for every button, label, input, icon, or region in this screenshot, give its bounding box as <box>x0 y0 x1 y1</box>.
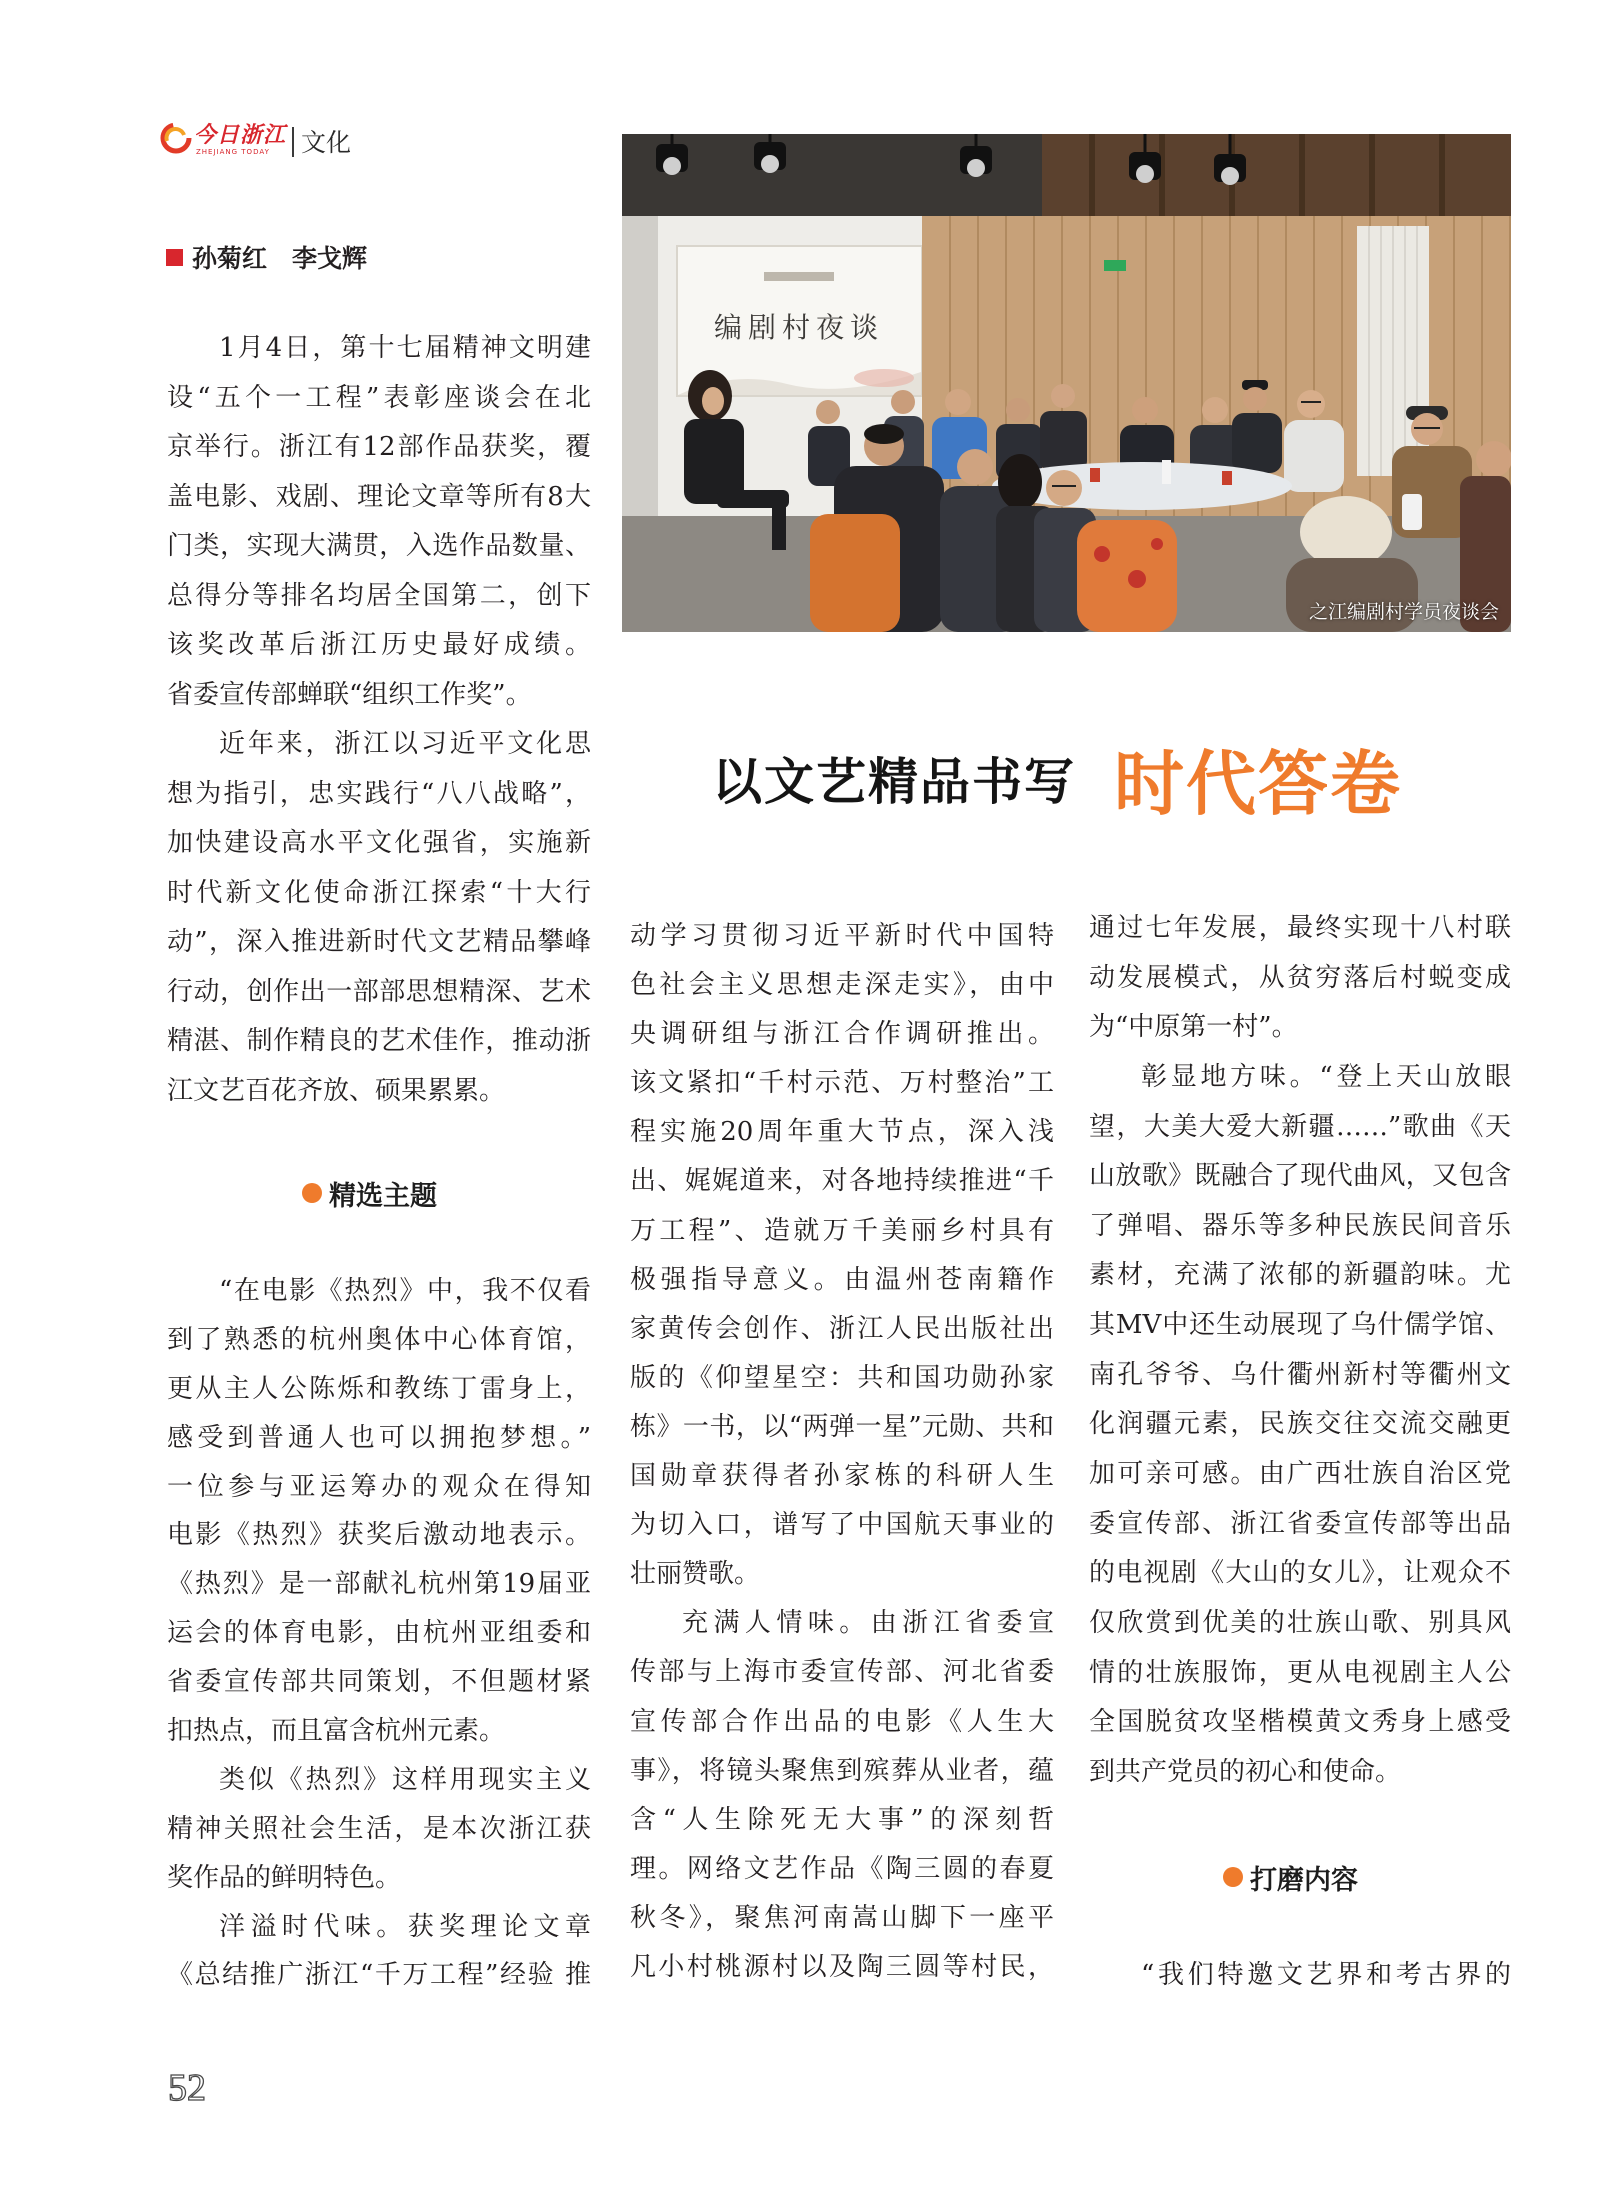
text-line: 壮丽赞歌。 <box>630 1559 761 1590</box>
person-shins <box>772 494 786 550</box>
exit-sign <box>1104 260 1126 271</box>
text-line: 素材，充满了浓郁的新疆韵味。尤 <box>1089 1260 1511 1291</box>
text-line: 《总结推广浙江“千万工程”经验 推 <box>167 1960 591 1991</box>
text-line: 动学习贯彻习近平新时代中国特 <box>630 921 1054 951</box>
text-line: 更从主人公陈烁和教练丁雷身上， <box>167 1373 591 1404</box>
right-column-top <box>1089 904 1511 1798</box>
text-line: 色社会主义思想走深走实》，由中 <box>630 970 1054 1001</box>
text-line: 宣传部合作出品的电影《人生大 <box>630 1706 1054 1737</box>
text-line: 运会的体育电影，由杭州亚组委和 <box>167 1618 591 1649</box>
person-hair <box>864 424 904 444</box>
person-hair <box>998 454 1042 510</box>
left-column-top <box>167 324 591 1116</box>
text-line: 山放歌》既融合了现代曲风，又包含 <box>1089 1161 1511 1192</box>
text-line: 奖作品的鲜明特色。 <box>167 1862 402 1893</box>
person-head <box>1297 390 1325 418</box>
text-line: 感受到普通人也可以拥抱梦想。” <box>167 1422 591 1453</box>
text-line: 了弹唱、器乐等多种民族民间音乐 <box>1089 1210 1511 1241</box>
text-line: 江文艺百花齐放、硕果累累。 <box>167 1075 506 1106</box>
text-line: 的电视剧《大山的女儿》，让观众不 <box>1089 1558 1511 1589</box>
section-label: 文化 <box>301 128 352 157</box>
right-column-bottom <box>1089 1951 1511 2001</box>
person-head <box>816 400 840 424</box>
bullet-dot-icon <box>302 1183 322 1203</box>
text-line: 一位参与亚运筹办的观众在得知 <box>167 1471 591 1502</box>
logo-swirl-icon <box>158 120 194 156</box>
text-line: 全国脱贫攻坚楷模黄文秀身上感受 <box>1089 1707 1511 1738</box>
text-line: 类似《热烈》这样用现实主义 <box>219 1764 591 1795</box>
text-line: 极强指导意义。由温州苍南籍作 <box>630 1264 1054 1295</box>
text-line: 为“中原第一村”。 <box>1089 1012 1298 1043</box>
subhead-selected-themes <box>302 1172 437 1214</box>
text-line: 精神关照社会生活，是本次浙江获 <box>167 1813 591 1844</box>
text-line: 1月4日，第十七届精神文明建 <box>219 333 591 363</box>
person-head <box>945 389 971 415</box>
text-line: 为切入口，谱写了中国航天事业的 <box>630 1510 1054 1541</box>
pillar <box>622 216 658 546</box>
screen-logo <box>764 272 834 281</box>
text-line: 理。网络文艺作品《陶三圆的春夏 <box>630 1853 1054 1884</box>
byline-authors: 孙菊红 李戈辉 <box>192 244 368 273</box>
header-divider <box>292 127 294 157</box>
pattern-dot <box>1094 546 1110 562</box>
text-line: 动发展模式，从贫穷落后村蜕变成 <box>1089 962 1511 993</box>
text-line: 含“人生除死无大事”的深刻哲 <box>630 1804 1054 1835</box>
person-head <box>1051 384 1075 408</box>
text-line: 该奖改革后浙江历史最好成绩。 <box>167 630 591 660</box>
text-line: “我们特邀文艺界和考古界的 <box>1141 1960 1511 1990</box>
text-line: 省委宣传部蝉联“组织工作奖”。 <box>167 679 532 710</box>
text-line: 京举行。浙江有12部作品获奖，覆 <box>167 432 591 462</box>
photo-caption: 之江编剧村学员夜谈会 <box>1308 601 1499 623</box>
text-line: 出、娓娓道来，对各地持续推进“千 <box>630 1166 1054 1197</box>
subhead-polish-content <box>1223 1856 1358 1898</box>
subhead-text: 精选主题 <box>329 1180 437 1212</box>
thermos <box>1402 494 1422 530</box>
text-line: 化润疆元素，民族交往交流交融更 <box>1089 1409 1511 1440</box>
text-line: 洋溢时代味。获奖理论文章 <box>219 1911 591 1942</box>
text-line: 万工程”、造就万千美丽乡村具有 <box>630 1215 1054 1246</box>
text-line: 时代新文化使命浙江探索“十大行 <box>167 877 591 908</box>
left-column-bottom <box>167 1267 591 2000</box>
text-line: 电影《热烈》获奖后激动地表示。 <box>167 1520 591 1551</box>
text-line: 情的壮族服饰，更从电视剧主人公 <box>1089 1657 1511 1688</box>
text-line: 精湛、制作精良的艺术佳作，推动浙 <box>167 1026 591 1056</box>
text-line: 近年来，浙江以习近平文化思 <box>219 729 591 759</box>
text-line: 栋》一书，以“两弹一星”元勋、共和 <box>630 1411 1054 1442</box>
water-bottle <box>1162 460 1171 484</box>
text-line: 望，大美大爱大新疆……”歌曲《天 <box>1089 1111 1511 1142</box>
text-line: 加快建设高水平文化强省，实施新 <box>167 828 591 858</box>
text-line: 充满人情味。由浙江省委宣 <box>682 1608 1054 1639</box>
text-line: 扣热点，而且富含杭州元素。 <box>167 1716 506 1747</box>
logo-subtitle: ZHEJIANG TODAY <box>196 148 270 156</box>
byline-marker-icon <box>166 249 183 266</box>
person <box>1077 520 1177 632</box>
pattern-dot <box>1151 538 1163 550</box>
text-line: 南孔爷爷、乌什衢州新村等衢州文 <box>1089 1359 1511 1390</box>
text-line: 行动，创作出一部部思想精深、艺术 <box>167 976 591 1007</box>
person-head <box>702 387 724 415</box>
text-line: 凡小村桃源村以及陶三圆等村民， <box>630 1951 1054 1982</box>
person-body <box>1077 520 1177 632</box>
text-line: 家黄传会创作、浙江人民出版社出 <box>630 1313 1054 1344</box>
text-line: 门类，实现大满贯，入选作品数量、 <box>167 531 591 561</box>
text-line: 该文紧扣“千村示范、万村整治”工 <box>630 1068 1054 1099</box>
person-body <box>1232 413 1282 473</box>
person-head <box>891 390 915 414</box>
person-head <box>1046 470 1082 506</box>
person-body <box>1040 411 1087 471</box>
article-photo <box>622 134 1511 632</box>
text-line: 通过七年发展，最终实现十八村联 <box>1089 913 1511 943</box>
person-head <box>957 449 993 485</box>
screen-ink-splash <box>854 369 914 387</box>
subhead-text: 打磨内容 <box>1250 1864 1358 1896</box>
text-line: 央调研组与浙江合作调研推出。 <box>630 1019 1054 1050</box>
table-cup <box>1222 471 1232 485</box>
person-head <box>1476 441 1511 477</box>
text-line: 想为指引，忠实践行“八八战略”， <box>167 778 591 809</box>
person-head <box>1202 397 1228 423</box>
screen-title-text: 编剧村夜谈 <box>713 311 885 344</box>
text-line: 传部与上海市委宣传部、河北省委 <box>630 1657 1054 1688</box>
headline-lead: 以文艺精品书写 <box>712 752 1076 811</box>
text-line: 到了熟悉的杭州奥体中心体育馆， <box>167 1324 591 1355</box>
person-head <box>1243 387 1267 411</box>
text-line: 加可亲可感。由广西壮族自治区党 <box>1089 1459 1511 1490</box>
text-line: 到共产党员的初心和使命。 <box>1089 1756 1402 1787</box>
person-body <box>1284 420 1344 492</box>
text-line: 程实施20周年重大节点，深入浅 <box>630 1117 1054 1148</box>
photo-scene <box>622 134 1511 632</box>
byline <box>166 240 367 274</box>
headline-highlight: 时代答卷 <box>1114 742 1402 825</box>
text-line: 委宣传部、浙江省委宣传部等出品 <box>1089 1508 1511 1539</box>
text-line: 《热烈》是一部献礼杭州第19届亚 <box>167 1569 591 1600</box>
text-line: 事》，将镜头聚焦到殡葬从业者，蕴 <box>630 1755 1054 1786</box>
person-head <box>1006 398 1030 422</box>
text-line: 动”，深入推进新时代文艺精品攀峰 <box>167 927 591 957</box>
text-line: 彰显地方味。“登上天山放眼 <box>1141 1061 1511 1092</box>
text-line: 仅欣赏到优美的壮族山歌、别具风 <box>1089 1607 1511 1638</box>
text-line: 盖电影、戏剧、理论文章等所有8大 <box>167 481 591 512</box>
middle-column <box>630 912 1054 1992</box>
text-line: 国勋章获得者孙家栋的科研人生 <box>630 1461 1054 1492</box>
pattern-dot <box>1128 570 1146 588</box>
table-cup <box>1090 468 1100 482</box>
text-line: 设“五个一工程”表彰座谈会在北 <box>167 382 591 413</box>
text-line: 省委宣传部共同策划，不但题材紧 <box>167 1667 591 1698</box>
page-number: 52 <box>168 2067 206 2109</box>
person-head <box>1132 397 1158 423</box>
text-line: 总得分等排名均居全国第二，创下 <box>167 580 591 611</box>
bullet-dot-icon <box>1223 1867 1243 1887</box>
text-line: 其MV中还生动展现了乌什儒学馆、 <box>1089 1310 1511 1341</box>
headline <box>712 728 1402 828</box>
text-line: “在电影《热烈》中，我不仅看 <box>219 1276 591 1306</box>
person-fuzzy-hat <box>1300 496 1392 568</box>
text-line: 版的《仰望星空：共和国功勋孙家 <box>630 1362 1054 1393</box>
person-orange-jacket <box>810 514 900 632</box>
logo-wordmark: 今日浙江 <box>194 123 287 148</box>
text-line: 秋冬》，聚焦河南嵩山脚下一座平 <box>630 1902 1054 1933</box>
